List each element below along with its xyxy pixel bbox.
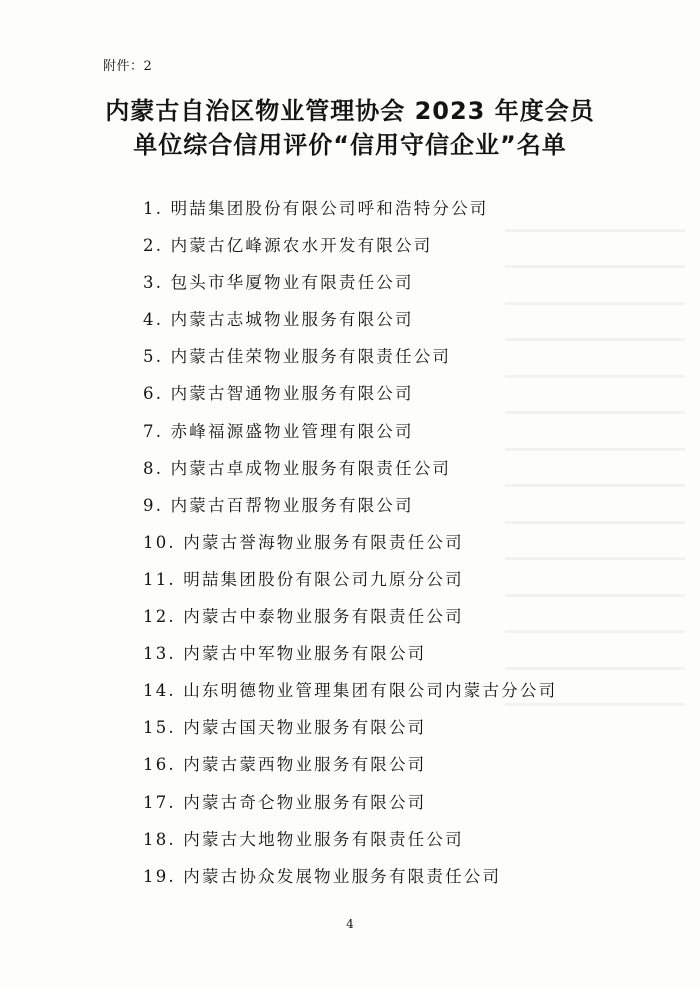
list-item: 16. 内蒙古蒙西物业服务有限公司 — [143, 755, 427, 775]
list-item: 5. 内蒙古佳荣物业服务有限责任公司 — [143, 347, 452, 367]
list-item: 13. 内蒙古中军物业服务有限公司 — [143, 644, 427, 664]
list-item: 10. 内蒙古誉海物业服务有限责任公司 — [143, 532, 464, 552]
list-item: 2. 内蒙古亿峰源农水开发有限公司 — [143, 236, 433, 256]
document-title-line-1: 内蒙古自治区物业管理协会 2023 年度会员 — [105, 97, 595, 125]
list-item: 6. 内蒙古智通物业服务有限公司 — [143, 384, 414, 404]
list-item: 1. 明喆集团股份有限公司呼和浩特分公司 — [143, 199, 489, 218]
document-title-line-2: 单位综合信用评价“信用守信企业”名单 — [133, 131, 567, 159]
page-number: 4 — [346, 917, 354, 931]
list-item: 3. 包头市华厦物业有限责任公司 — [143, 273, 414, 293]
list-item: 7. 赤峰福源盛物业管理有限公司 — [143, 421, 414, 441]
list-item: 18. 内蒙古大地物业服务有限责任公司 — [143, 829, 464, 849]
list-item: 19. 内蒙古协众发展物业服务有限责任公司 — [143, 866, 502, 886]
attachment-label: 附件：2 — [103, 59, 153, 74]
list-item: 9. 内蒙古百帮物业服务有限公司 — [143, 495, 414, 515]
list-item: 15. 内蒙古国天物业服务有限公司 — [143, 718, 427, 738]
list-item: 8. 内蒙古卓成物业服务有限责任公司 — [143, 458, 452, 478]
list-item: 17. 内蒙古奇仑物业服务有限公司 — [143, 792, 427, 812]
list-item: 4. 内蒙古志城物业服务有限公司 — [143, 310, 414, 330]
list-item: 12. 内蒙古中泰物业服务有限责任公司 — [143, 607, 464, 627]
list-item: 14. 山东明德物业管理集团有限公司内蒙古分公司 — [143, 681, 558, 701]
company-list — [143, 196, 557, 901]
list-item: 11. 明喆集团股份有限公司九原分公司 — [143, 569, 464, 589]
